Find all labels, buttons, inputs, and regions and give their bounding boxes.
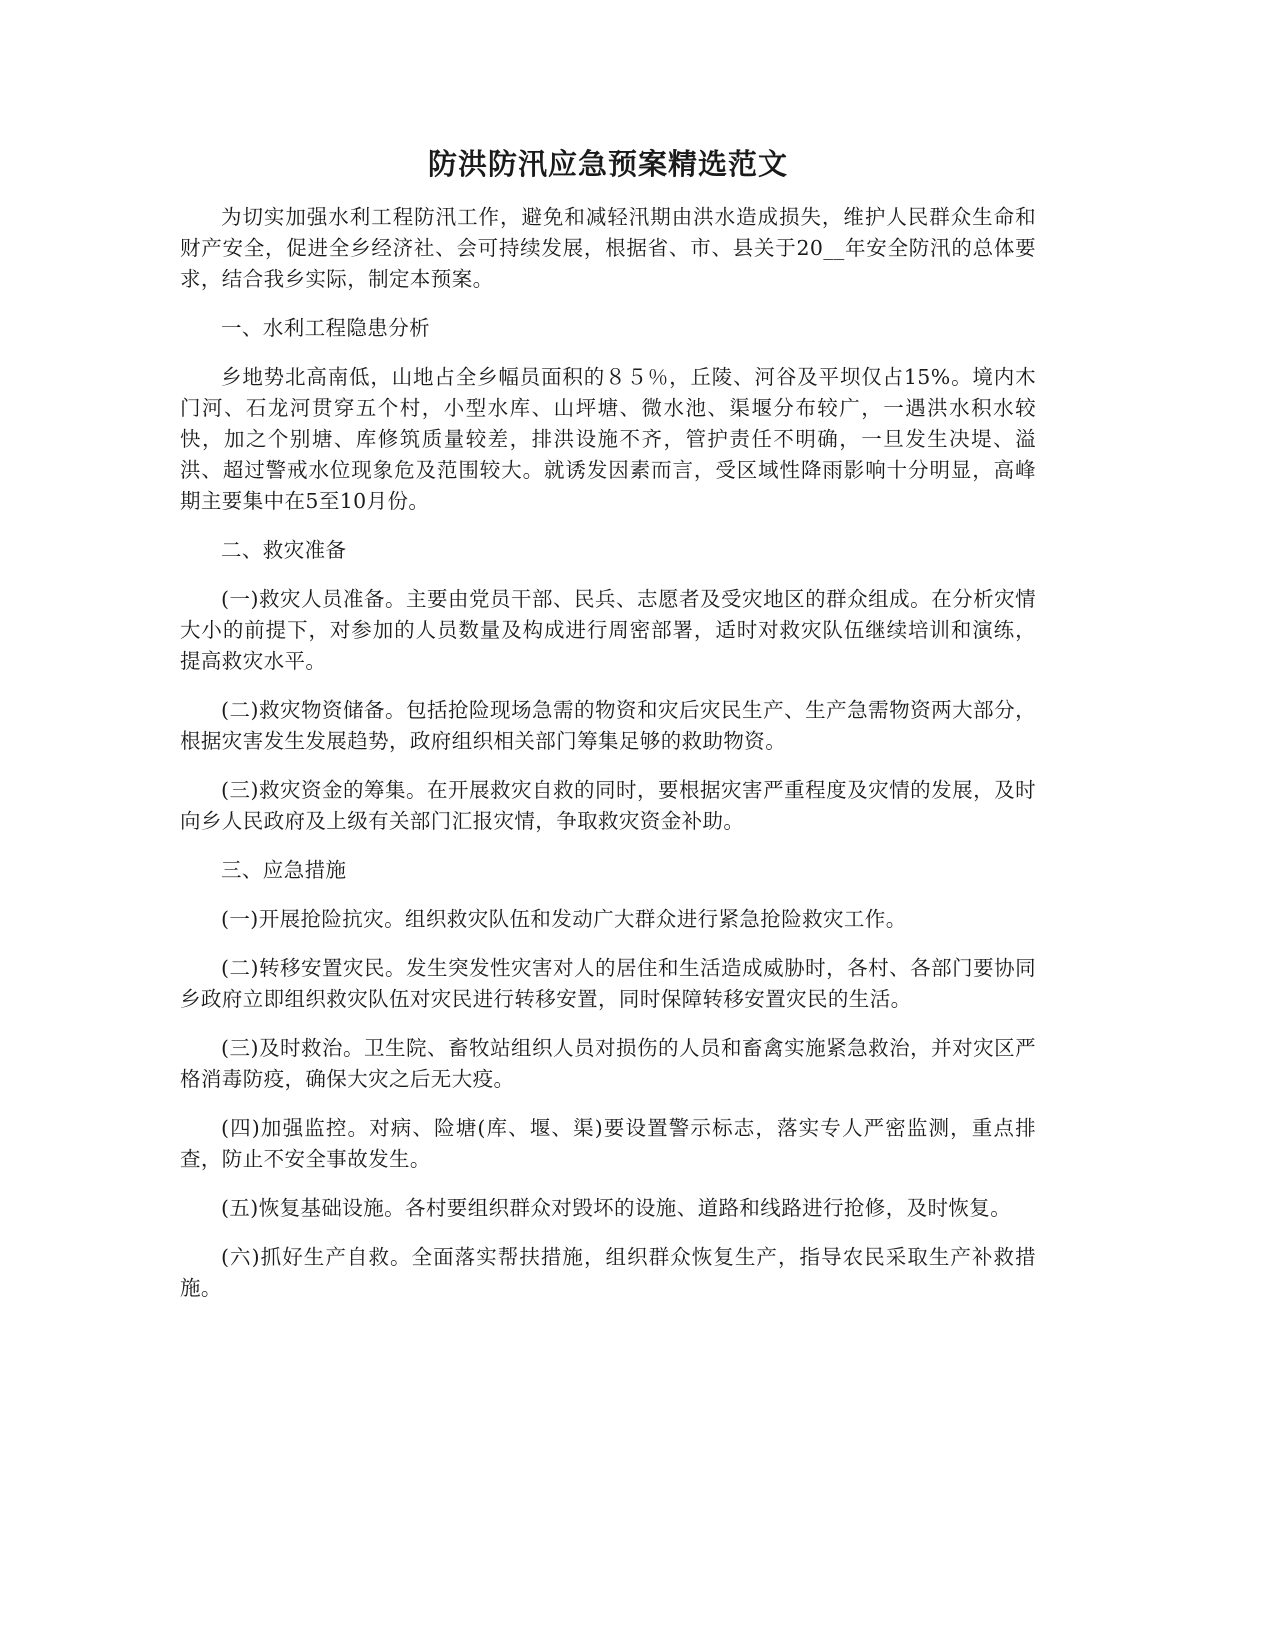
section-heading-1: 一、水利工程隐患分析 [221, 316, 430, 340]
document-title: 防洪防汛应急预案精选范文 [427, 147, 788, 181]
section-3-item-1: (一)开展抢险抗灾。组织救灾队伍和发动广大群众进行紧急抢险救灾工作。 [221, 907, 907, 931]
section-1-paragraph: 乡地势北高南低，山地占全乡幅员面积的８５％，丘陵、河谷及平坝仅占15%。境内木门河、石龙河贯穿五个村，小型水库、山坪塘、微水池、渠堰分布较广，一遇洪水积水较快，加之个别塘、库修筑质量较差，排洪设施不齐，管护责任不明确，一旦发生决堤、溢洪、超过警戒水位现象危及范围较大。就诱发因素而言，受区域性降雨影响十分明显，高峰期主要集中在5至10月份。 [180, 365, 1036, 513]
section-3-item-3: (三)及时救治。卫生院、畜牧站组织人员对损伤的人员和畜禽实施紧急救治，并对灾区严格消毒防疫，确保大灾之后无大疫。 [180, 1036, 1036, 1091]
section-2-item-1: (一)救灾人员准备。主要由党员干部、民兵、志愿者及受灾地区的群众组成。在分析灾情大小的前提下，对参加的人员数量及构成进行周密部署，适时对救灾队伍继续培训和演练，提高救灾水平。 [180, 587, 1036, 673]
section-heading-2: 二、救灾准备 [221, 538, 347, 562]
section-2-item-3: (三)救灾资金的筹集。在开展救灾自救的同时，要根据灾害严重程度及灾情的发展，及时向乡人民政府及上级有关部门汇报灾情，争取救灾资金补助。 [180, 778, 1036, 833]
section-3-item-5: (五)恢复基础设施。各村要组织群众对毁坏的设施、道路和线路进行抢修，及时恢复。 [221, 1196, 1012, 1220]
document-body [180, 202, 1036, 1322]
section-heading-3: 三、应急措施 [221, 858, 347, 882]
section-3-item-4: (四)加强监控。对病、险塘(库、堰、渠)要设置警示标志，落实专人严密监测，重点排查，防止不安全事故发生。 [180, 1116, 1036, 1171]
intro-paragraph: 为切实加强水利工程防汛工作，避免和减轻汛期由洪水造成损失，维护人民群众生命和财产安全，促进全乡经济社、会可持续发展，根据省、市、县关于20__年安全防汛的总体要求，结合我乡实际，制定本预案。 [180, 205, 1036, 291]
section-2-item-2: (二)救灾物资储备。包括抢险现场急需的物资和灾后灾民生产、生产急需物资两大部分，根据灾害发生发展趋势，政府组织相关部门筹集足够的救助物资。 [180, 698, 1036, 753]
section-3-item-6: (六)抓好生产自救。全面落实帮扶措施，组织群众恢复生产，指导农民采取生产补救措施。 [180, 1245, 1036, 1300]
section-3-item-2: (二)转移安置灾民。发生突发性灾害对人的居住和生活造成威胁时，各村、各部门要协同乡政府立即组织救灾队伍对灾民进行转移安置，同时保障转移安置灾民的生活。 [180, 956, 1036, 1011]
